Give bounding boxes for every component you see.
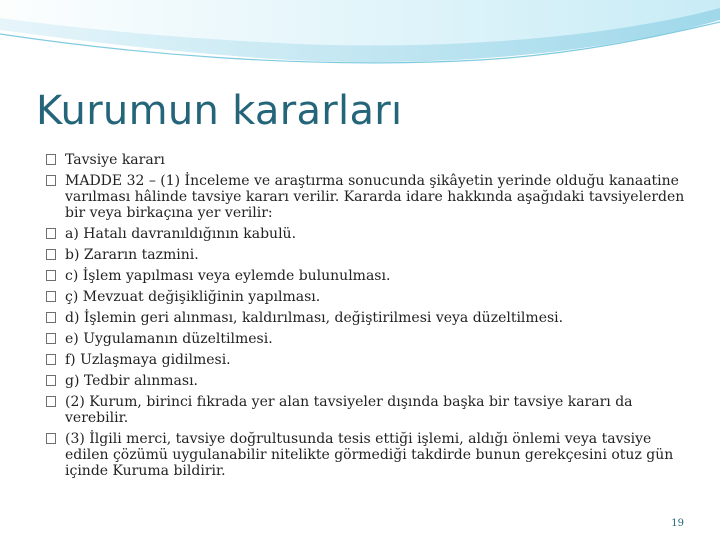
square-bullet-icon bbox=[46, 375, 56, 386]
list-item bbox=[46, 152, 686, 168]
list-item bbox=[46, 331, 686, 347]
list-item-text: d) İşlemin geri alınması, kaldırılması, değiştirilmesi veya düzeltilmesi. bbox=[65, 310, 564, 326]
list-item-text: g) Tedbir alınması. bbox=[65, 373, 199, 389]
list-item-text: c) İşlem yapılması veya eylemde bulunulması. bbox=[65, 268, 391, 284]
list-item-text: b) Zararın tazmini. bbox=[65, 247, 199, 263]
list-item-text: e) Uygulamanın düzeltilmesi. bbox=[65, 331, 273, 347]
square-bullet-icon bbox=[46, 433, 56, 444]
list-item bbox=[46, 226, 686, 242]
list-item bbox=[46, 173, 686, 221]
square-bullet-icon bbox=[46, 154, 56, 165]
list-item-text: ç) Mevzuat değişikliğinin yapılması. bbox=[65, 289, 321, 305]
list-item bbox=[46, 394, 686, 426]
square-bullet-icon bbox=[46, 396, 56, 407]
square-bullet-icon bbox=[46, 354, 56, 365]
list-item-text: MADDE 32 – (1) İnceleme ve araştırma sonucunda şikâyetin yerinde olduğu kanaatine varılması hâlinde tavsiye kararı verilir. Kararda idare hakkında aşağıdaki tavsiyelerden bir veya birkaçına yer verilir: bbox=[65, 173, 685, 221]
list-item-text: Tavsiye kararı bbox=[65, 152, 165, 168]
list-item bbox=[46, 310, 686, 326]
list-item bbox=[46, 268, 686, 284]
square-bullet-icon bbox=[46, 270, 56, 281]
list-item bbox=[46, 431, 686, 479]
square-bullet-icon bbox=[46, 228, 56, 239]
page-number: 19 bbox=[671, 518, 684, 529]
list-item-text: (2) Kurum, birinci fıkrada yer alan tavsiyeler dışında başka bir tavsiye kararı da verebilir. bbox=[65, 394, 633, 426]
list-item bbox=[46, 373, 686, 389]
list-item-text: a) Hatalı davranıldığının kabulü. bbox=[65, 226, 297, 242]
square-bullet-icon bbox=[46, 333, 56, 344]
list-item bbox=[46, 352, 686, 368]
slide-title: Kurumun kararları bbox=[36, 88, 403, 134]
list-item bbox=[46, 289, 686, 305]
header-wave-decoration bbox=[0, 0, 720, 75]
square-bullet-icon bbox=[46, 175, 56, 186]
square-bullet-icon bbox=[46, 291, 56, 302]
list-item-text: f) Uzlaşmaya gidilmesi. bbox=[65, 352, 231, 368]
content-list bbox=[46, 152, 686, 484]
list-item-text: (3) İlgili merci, tavsiye doğrultusunda tesis ettiği işlemi, aldığı önlemi veya tavsiye edilen çözümü uygulanabilir nitelikte görmediği takdirde bunun gerekçesini otuz gün içinde Kuruma bildirir. bbox=[65, 431, 674, 479]
square-bullet-icon bbox=[46, 249, 56, 260]
list-item bbox=[46, 247, 686, 263]
square-bullet-icon bbox=[46, 312, 56, 323]
